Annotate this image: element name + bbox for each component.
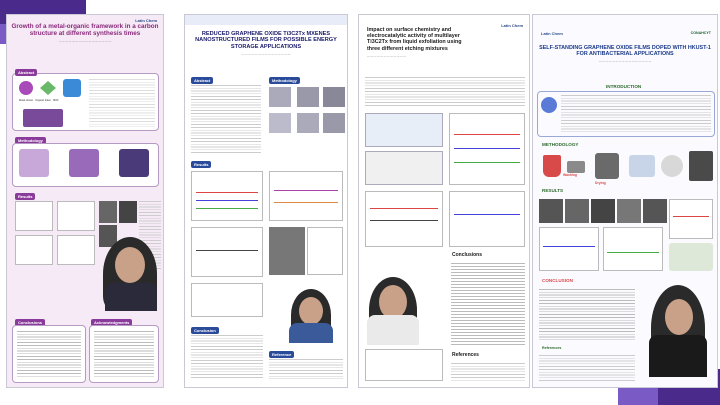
tga-chart	[603, 227, 663, 271]
xrd-chart	[669, 199, 713, 239]
section-results: RESULTS	[542, 188, 564, 193]
presenter-body	[367, 315, 419, 345]
latin-chem-logo: Latin Chem	[501, 23, 523, 28]
abstract-text	[89, 79, 155, 127]
reference-text	[269, 359, 343, 379]
latin-chem-logo: Latin Chem	[541, 31, 563, 36]
presenter-face	[379, 285, 407, 319]
section-abstract: Abstract	[191, 77, 213, 84]
abstract-text	[191, 85, 261, 155]
poster-mof-growth	[6, 14, 164, 388]
section-methodology: Methodology	[269, 77, 300, 84]
presenter-body	[289, 323, 333, 343]
poster-authors: — — — — — — — — — — — — — — —	[241, 53, 291, 57]
section-results: Results	[191, 161, 211, 168]
section-reference: Reference	[269, 351, 294, 358]
conclusion-text	[539, 289, 635, 341]
poster-authors: — — — — — — — — — — — — — — — —	[598, 60, 652, 64]
section-conclusions: Conclusions	[15, 319, 45, 326]
section-conclusion: Conclusion	[191, 327, 219, 334]
poster-title: SELF-STANDING GRAPHENE OXIDE FILMS DOPED WITH HKUST-1 FOR ANTIBACTERIAL APPLICATIONS	[539, 45, 711, 58]
tafel-chart	[449, 191, 525, 247]
poster-rgo-mxene	[184, 14, 348, 388]
eds-chart	[307, 227, 343, 275]
sem-image-3	[591, 199, 615, 223]
drying-label: Drying	[595, 181, 606, 185]
sem-image-5	[643, 199, 667, 223]
raman-spectra-chart	[191, 171, 263, 221]
data-table	[365, 151, 443, 185]
flask-icon	[543, 155, 561, 177]
instrument-icon	[689, 151, 713, 181]
rgo-structure-image	[23, 109, 63, 127]
method-image-3	[323, 87, 345, 107]
conclusions-text	[451, 263, 525, 347]
results-chart-4	[57, 235, 95, 265]
abstract-labels: Metal cluster · Organic linker · MOF	[19, 99, 59, 102]
sem-image-2	[119, 201, 137, 223]
section-acknowledgments: Acknowledgments	[91, 319, 132, 326]
method-image-6	[323, 113, 345, 133]
poster-go-hkust1	[532, 14, 718, 388]
references-text	[451, 363, 525, 381]
presenter-body	[105, 283, 157, 311]
poster-title: Impact on surface chemistry and electrocatalytic activity of multilayer Ti3C2Tx from liquid exfoliation using three different etching mixtures	[367, 27, 462, 52]
poster-header-band	[185, 15, 348, 25]
method-image-4	[269, 113, 291, 133]
results-chart-3	[15, 235, 53, 265]
poster-title: Growth of a metal-organic framework in a carbon structure at different synthesis times	[11, 23, 159, 38]
section-abstract: Abstract	[15, 69, 37, 76]
section-methodology: METHODOLOGY	[542, 142, 579, 147]
presenter-face	[665, 299, 693, 335]
conclusions-text	[17, 331, 81, 377]
mof-icon	[63, 79, 81, 97]
presenter-body	[649, 335, 707, 377]
intro-text	[365, 77, 525, 107]
oven-icon	[595, 153, 619, 179]
cv-chart	[191, 283, 263, 317]
ftir-chart	[191, 227, 263, 277]
section-conclusions: Conclusions	[452, 252, 483, 258]
results-chart-1	[15, 201, 53, 231]
presenter-face	[115, 247, 145, 283]
section-references: References	[542, 346, 562, 350]
section-references: References	[452, 352, 479, 358]
film-sample-image	[629, 155, 655, 177]
schematic-diagram	[365, 113, 443, 147]
references-text	[539, 355, 635, 381]
rgo-image	[19, 149, 49, 177]
method-image-5	[297, 113, 319, 133]
section-conclusion: CONCLUSION	[542, 278, 573, 283]
presenter-face	[299, 297, 323, 325]
xps-chart	[449, 113, 525, 185]
sem-image	[269, 227, 305, 275]
latin-chem-logo: Latin Chem	[135, 18, 157, 23]
method-image-1	[269, 87, 291, 107]
mof5-prep-image	[69, 149, 99, 177]
corner-decoration-bottom-right-inner	[618, 387, 658, 405]
bacteria-icon	[541, 97, 557, 113]
3d-synthesis-image	[119, 149, 149, 177]
ftir-chart	[539, 227, 599, 271]
sem-image-2	[565, 199, 589, 223]
lsv-chart	[365, 191, 443, 247]
stability-chart	[365, 349, 443, 381]
method-image-2	[297, 87, 319, 107]
washing-label: Washing	[563, 173, 578, 177]
conclusion-text	[191, 335, 263, 379]
sem-image-1	[539, 199, 563, 223]
acknowledgments-text	[94, 331, 154, 377]
section-methodology: Methodology	[15, 137, 46, 144]
poster-title: REDUCED GRAPHENE OXIDE Ti3C2Tx MXENES NANOSTRUCTURED FILMS FOR POSSIBLE ENERGY STORAGE APPLICATIONS	[195, 31, 337, 50]
section-introduction: INTRODUCTION	[606, 84, 642, 89]
introduction-text	[561, 95, 711, 133]
petri-dish-icon	[661, 155, 683, 177]
conahcyt-logo: CONAHCYT	[690, 31, 711, 35]
stirrer-icon	[567, 161, 585, 173]
poster-authors: — — — — — — — — — — — — — — — —	[58, 40, 112, 44]
poster-authors: — — — — — — — — — — — —	[367, 54, 407, 58]
inhibition-zone-image	[669, 243, 713, 271]
results-chart-2	[57, 201, 95, 231]
section-results: Results	[15, 193, 35, 200]
sem-image-1	[99, 201, 117, 223]
metal-cluster-icon	[19, 81, 33, 95]
xrd-chart	[269, 171, 343, 221]
poster-ti3c2tx-etching	[358, 14, 530, 388]
sem-image-4	[617, 199, 641, 223]
